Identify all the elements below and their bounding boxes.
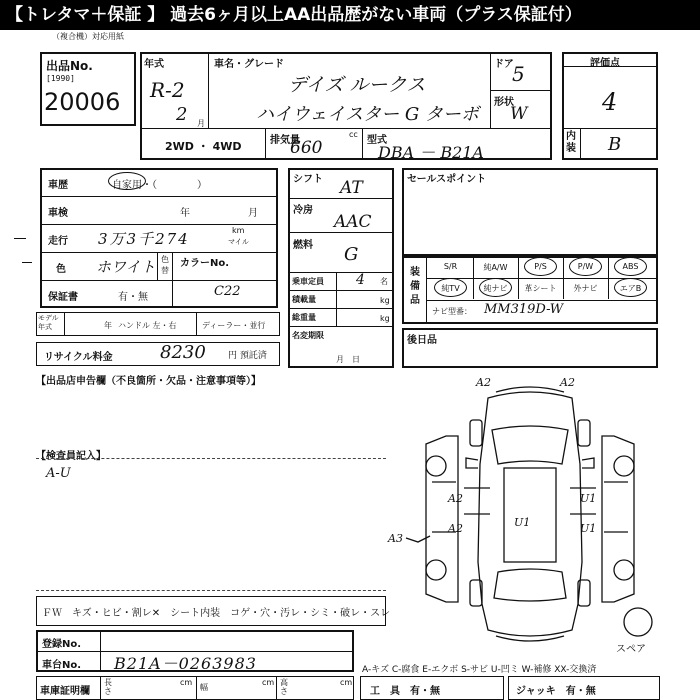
shape-label: 形状 [494,97,514,108]
displacement-value: 660 [290,138,323,158]
warranty-options: 有・無 [118,292,148,303]
jack-label: ジャッキ 有・無 [516,686,596,697]
height-cm-unit: cm [340,678,353,687]
mile-unit: マイル [228,238,249,246]
shift-label: シフト [293,174,323,185]
model-label: 型式 [367,135,387,146]
color-label: 色 [56,264,66,275]
month-unit: 月 [197,119,205,128]
year-label: 年式 [144,59,164,70]
width-label: 幅 [200,683,208,692]
car-name: デイズ ルークス [288,74,426,96]
load-label: 積載量 [292,295,316,304]
recycle-value: 8230 [160,342,206,363]
dealer-options: ディーラー・並行 [202,321,266,330]
dent-mark-right-door-front: U1 [580,492,597,505]
history-label: 車歴 [48,180,68,191]
equipment-item: S/R [443,262,458,271]
length-label: 長さ [104,678,112,696]
capacity-value: 4 [356,272,365,288]
total-weight-label: 総重量 [292,313,316,322]
capacity-unit: 名 [380,277,388,286]
after-items-label: 後日品 [407,335,437,346]
inspection-year-unit: 年 [180,208,190,219]
seller-notes-label: 【出品店申告欄（不良箇所・欠品・注意事項等）】 [36,376,261,387]
damage-mark-front-left: A2 [476,376,491,389]
month-value: 2 [176,104,188,125]
mileage-label: 走行 [48,236,68,247]
model-value: DBA － B21A [378,143,484,162]
damage-mark-left-side: A3 [388,532,403,545]
equipment-item: ABS [622,262,639,271]
mileage-value: 3万3千274 [98,230,190,248]
change-deadline-unit: 月 日 [336,355,360,364]
equipment-item: 外ナビ [573,284,598,293]
length-cm-unit: cm [180,678,193,687]
equipment-item: P/S [534,262,547,271]
displacement-label: 排気量 [270,135,300,146]
navi-label: ナビ型番： [432,307,472,316]
sales-point-label: セールスポイント [407,174,487,185]
garage-cert-label: 車庫証明欄 [40,686,90,697]
km-unit: km [232,226,245,235]
after-items-box [402,328,658,368]
equipment-item: 革シート [524,284,557,293]
registration-label: 登録No. [42,639,82,650]
grade: ハイウェイスター G ターボ [256,104,479,125]
shape-value: W [510,104,528,124]
score-value: 4 [602,88,618,116]
inspection-label: 車検 [48,208,68,219]
inspector-notes-value: A-U [46,466,71,481]
inspection-month-unit: 月 [248,208,258,219]
damage-mark-left-door-rear: A2 [448,522,463,535]
color-no-label: カラーNo. [180,258,230,269]
inspector-notes-label: 【検査員記入】 [36,451,106,462]
equipment-circle [434,278,467,297]
dent-mark-roof: U1 [514,516,531,529]
year-value: R-2 [150,78,185,102]
equipment-item: エアB [619,284,642,293]
lot-number: 20006 [44,88,121,116]
lot-tag: [1990] [46,74,75,83]
chassis-label: 車台No. [42,660,82,671]
change-deadline-label: 名変期限 [292,331,324,340]
equipment-circle [614,278,647,297]
navi-model: MM319D-W [484,302,564,317]
recycle-label: リサイクル料金 [44,352,113,363]
equipment-circle [524,257,557,276]
fuel-label: 燃料 [293,240,313,251]
color-no-value: C22 [214,284,241,299]
shift-value: AT [340,178,363,198]
equipment-item: P/W [577,262,594,271]
equipment-item: 純TV [441,284,460,293]
damage-mark-front-right: A2 [560,376,575,389]
load-kg-unit: kg [380,296,390,305]
weight-kg-unit: kg [380,314,390,323]
height-label: 高さ [280,678,288,696]
equipment-circle [569,257,602,276]
interior-value: B [608,134,622,155]
cc-unit: cc [349,130,358,139]
capacity-label: 乗車定員 [292,277,324,286]
lot-number-label: 出品No. [46,59,93,73]
dent-mark-right-door-rear: U1 [580,522,597,535]
ac-value: AAC [334,212,372,232]
damage-mark-left-door-front: A2 [448,492,463,505]
drive-options: 2WD ・ 4WD [165,140,242,153]
equipment-label: 装備品 [410,267,420,306]
ac-label: 冷房 [293,205,313,216]
warranty-label: 保証書 [48,292,78,303]
chassis-value: B21A－0263983 [114,654,257,673]
equipment-circle [479,278,512,297]
damage-code-line: ＦＷ キズ・ヒビ・割レ✕ シート内装 コゲ・穴・汚レ・シミ・破レ・スレ [42,608,391,619]
model-year-label: モデル年式 [38,314,59,331]
handle-options: ハンドル 左・右 [118,321,177,330]
color-value: ホワイト [96,258,156,276]
width-cm-unit: cm [262,678,275,687]
score-label: 評価点 [590,58,620,69]
model-year-unit: 年 [104,321,112,330]
history-circle [108,172,146,190]
door-value: 5 [512,62,525,86]
auction-banner: 【トレタマ＋保証 】 過去6ヶ月以上AA出品歴がない車両（プラス保証付） [0,0,700,30]
history-options: 自家用・（ ） [112,180,207,191]
car-name-label: 車名・グレード [214,59,284,70]
spare-tire-label: スペア [616,644,646,655]
tools-label: 工 具 有・無 [370,686,440,697]
equipment-item: 純A/W [483,263,508,272]
recycle-unit: 円 預託済 [228,351,267,361]
equipment-circle [614,257,647,276]
form-subtitle: （複合機）対応用紙 [52,32,124,41]
damage-legend: A-キズ C-腐食 E-エクボ S-サビ U-凹ミ W-補修 XX-交換済 [362,665,597,675]
equipment-item: 純ナビ [483,284,508,293]
interior-label: 内装 [566,131,576,154]
color-change-label: 色替 [161,255,169,275]
door-label: ドア [494,59,514,70]
fuel-value: G [344,244,359,265]
